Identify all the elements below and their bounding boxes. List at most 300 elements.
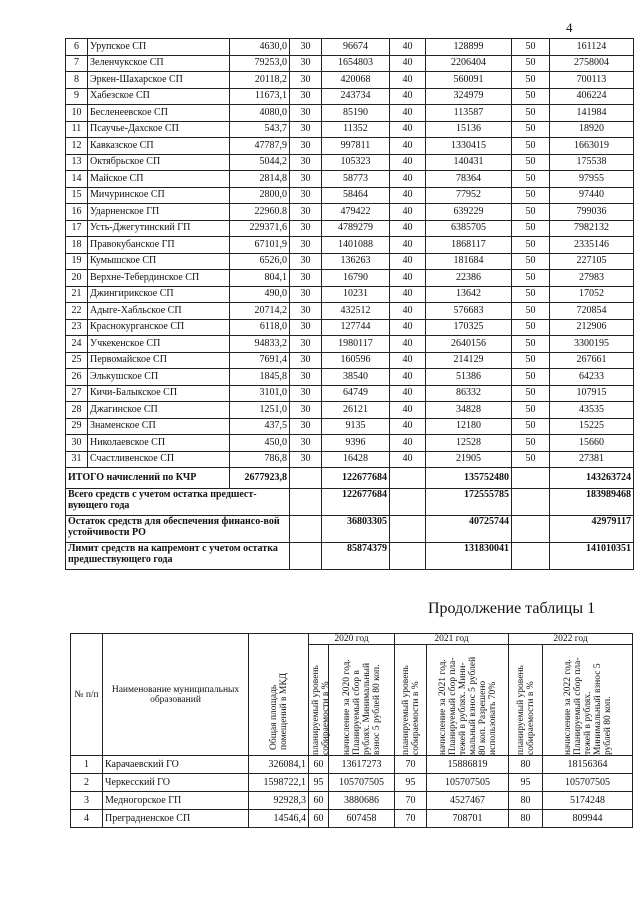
table-cell: 28: [66, 402, 88, 419]
table-cell: 2206404: [426, 55, 512, 72]
total-area: 2677923,8: [230, 468, 290, 489]
table-cell: 13: [66, 154, 88, 171]
table-cell: 267661: [550, 352, 634, 369]
summary-value: 131830041: [426, 543, 512, 570]
table-cell: 26: [66, 369, 88, 386]
table-cell: 804,1: [230, 270, 290, 287]
table-cell: 799036: [550, 204, 634, 221]
table-cell: Псаучье-Дахское СП: [88, 121, 230, 138]
table-cell: 50: [512, 336, 550, 353]
table-row: [66, 369, 634, 386]
table-cell: 30: [290, 204, 322, 221]
table-cell: 50: [512, 237, 550, 254]
table-cell: 94833,2: [230, 336, 290, 353]
table-cell: Карачаевский ГО: [103, 756, 249, 774]
summary-row: [66, 543, 634, 570]
table-cell: 30: [290, 187, 322, 204]
table-cell: 786,8: [230, 451, 290, 468]
table-cell: 708701: [427, 810, 509, 828]
table-cell: Медногорское ГП: [103, 792, 249, 810]
table-row: [66, 121, 634, 138]
table-cell: 26121: [322, 402, 390, 419]
table-cell: 30: [290, 105, 322, 122]
table-cell: 50: [512, 418, 550, 435]
table-cell: 18: [66, 237, 88, 254]
table-cell: Адыге-Хабльское СП: [88, 303, 230, 320]
table-cell: 7: [66, 55, 88, 72]
total-value: 143263724: [550, 468, 634, 489]
table-cell: 30: [290, 253, 322, 270]
table-cell: 420068: [322, 72, 390, 89]
table-cell: Мичуринское СП: [88, 187, 230, 204]
table-cell: 16790: [322, 270, 390, 287]
table-cell: 64233: [550, 369, 634, 386]
table-cell: 30: [290, 154, 322, 171]
table-cell: 140431: [426, 154, 512, 171]
table-row: [66, 402, 634, 419]
table-cell: 3300195: [550, 336, 634, 353]
empty-cell: [290, 468, 322, 489]
table-row: [66, 187, 634, 204]
table-cell: Усть-Джегутинский ГП: [88, 220, 230, 237]
table-cell: 1401088: [322, 237, 390, 254]
table-cell: 2814,8: [230, 171, 290, 188]
table-cell: Счастливенское СП: [88, 451, 230, 468]
table-cell: 14: [66, 171, 88, 188]
summary-value: 183989468: [550, 489, 634, 516]
table-cell: 700113: [550, 72, 634, 89]
table-cell: 30: [290, 121, 322, 138]
table-cell: 78364: [426, 171, 512, 188]
table-cell: 720854: [550, 303, 634, 320]
table-cell: 30: [290, 319, 322, 336]
table-row: [66, 154, 634, 171]
table-cell: 40: [390, 270, 426, 287]
table-cell: 40: [390, 303, 426, 320]
empty-cell: [512, 468, 550, 489]
table-cell: 40: [390, 220, 426, 237]
empty-cell: [390, 489, 426, 516]
summary-value: 36803305: [322, 516, 390, 543]
table-cell: 40: [390, 88, 426, 105]
continuation-table: [70, 633, 633, 828]
table-cell: 40: [390, 171, 426, 188]
table-cell: 170325: [426, 319, 512, 336]
table-row: [66, 451, 634, 468]
table-row: [66, 435, 634, 452]
table-cell: 79253,0: [230, 55, 290, 72]
table-cell: 15225: [550, 418, 634, 435]
table-cell: 43535: [550, 402, 634, 419]
header-2020: 2020 год: [309, 634, 395, 645]
table-cell: 21: [66, 286, 88, 303]
table-cell: 326084,1: [249, 756, 309, 774]
table-cell: 40: [390, 385, 426, 402]
table-cell: 9: [66, 88, 88, 105]
table-cell: 50: [512, 286, 550, 303]
table-row: [66, 88, 634, 105]
table-cell: 96674: [322, 39, 390, 56]
table-cell: 324979: [426, 88, 512, 105]
table-cell: 809944: [543, 810, 633, 828]
table-cell: Джагинское СП: [88, 402, 230, 419]
table-cell: 160596: [322, 352, 390, 369]
summary-label: Всего средств с учетом остатка предшест-вующего года: [66, 489, 290, 516]
table-cell: 107915: [550, 385, 634, 402]
table-cell: 12528: [426, 435, 512, 452]
header-level-2020: планируемый уровень собираемости в %: [309, 645, 329, 756]
table-cell: 6385705: [426, 220, 512, 237]
header-accrual-2022: начисление за 2022 год. Планируемый сбор пла-тежей в рублях. Минимальный взнос 5 рублей 80 коп.: [543, 645, 633, 756]
table-cell: 31: [66, 451, 88, 468]
table-cell: 70: [395, 792, 427, 810]
table-cell: 30: [290, 88, 322, 105]
table-row: [66, 253, 634, 270]
table-cell: 105707505: [427, 774, 509, 792]
table-cell: 64749: [322, 385, 390, 402]
table-cell: 86332: [426, 385, 512, 402]
summary-row: [66, 489, 634, 516]
table-cell: 4: [71, 810, 103, 828]
table-cell: Хабезское СП: [88, 88, 230, 105]
table-cell: 50: [512, 121, 550, 138]
table-cell: 229371,6: [230, 220, 290, 237]
table-cell: 15660: [550, 435, 634, 452]
table-cell: Эркен-Шахарское СП: [88, 72, 230, 89]
table-cell: 17: [66, 220, 88, 237]
table-cell: 607458: [329, 810, 395, 828]
table-cell: 128899: [426, 39, 512, 56]
header-level-2021: планируемый уровень собираемости в %: [395, 645, 427, 756]
table-cell: 30: [290, 72, 322, 89]
table-cell: 97440: [550, 187, 634, 204]
table-cell: 40: [390, 369, 426, 386]
table-cell: 19: [66, 253, 88, 270]
total-value: 122677684: [322, 468, 390, 489]
table-cell: 30: [290, 435, 322, 452]
table-cell: 2: [71, 774, 103, 792]
table-cell: 437,5: [230, 418, 290, 435]
header-2022: 2022 год: [509, 634, 633, 645]
table-cell: 175538: [550, 154, 634, 171]
table-cell: 1330415: [426, 138, 512, 155]
table-cell: 50: [512, 352, 550, 369]
table-cell: 47787,9: [230, 138, 290, 155]
table-cell: 34828: [426, 402, 512, 419]
table-cell: Первомайское СП: [88, 352, 230, 369]
table-cell: Октябрьское СП: [88, 154, 230, 171]
table-cell: 95: [309, 774, 329, 792]
table-cell: 20714,2: [230, 303, 290, 320]
table-cell: Преградненское СП: [103, 810, 249, 828]
table-cell: 27: [66, 385, 88, 402]
header-accrual-2021: начисление за 2021 год. Планируемый сбор пла-тежей в рублях. Мини-мальный взнос 5 рублей 80 коп. Разрешено использовать 70%: [427, 645, 509, 756]
table-row: [66, 286, 634, 303]
table-cell: 40: [390, 72, 426, 89]
table-cell: 23: [66, 319, 88, 336]
table-cell: 9135: [322, 418, 390, 435]
table-cell: 27381: [550, 451, 634, 468]
table-cell: 3101,0: [230, 385, 290, 402]
table-cell: 22960.8: [230, 204, 290, 221]
table-cell: 18920: [550, 121, 634, 138]
table-cell: Черкесский ГО: [103, 774, 249, 792]
table-cell: 38540: [322, 369, 390, 386]
table-cell: Элькушское СП: [88, 369, 230, 386]
table-cell: 50: [512, 402, 550, 419]
table-row: [66, 105, 634, 122]
table-cell: 30: [290, 418, 322, 435]
table-cell: 105707505: [329, 774, 395, 792]
table-row: [66, 336, 634, 353]
table-cell: 25: [66, 352, 88, 369]
table-cell: 105323: [322, 154, 390, 171]
table-cell: 80: [509, 792, 543, 810]
summary-value: 85874379: [322, 543, 390, 570]
table-cell: 113587: [426, 105, 512, 122]
table-cell: 30: [290, 402, 322, 419]
table-cell: 227105: [550, 253, 634, 270]
table-cell: 92928,3: [249, 792, 309, 810]
table-cell: 3880686: [329, 792, 395, 810]
table-cell: 40: [390, 253, 426, 270]
table-cell: 50: [512, 303, 550, 320]
table-row: [66, 39, 634, 56]
table-cell: 50: [512, 138, 550, 155]
table-cell: Правокубанское ГП: [88, 237, 230, 254]
table-cell: 15886819: [427, 756, 509, 774]
table-cell: 30: [290, 336, 322, 353]
summary-value: 42979117: [550, 516, 634, 543]
table-cell: 40: [390, 154, 426, 171]
table-cell: 40: [390, 55, 426, 72]
table-cell: Джингирикское СП: [88, 286, 230, 303]
table-cell: Ударненское ГП: [88, 204, 230, 221]
table-cell: 16428: [322, 451, 390, 468]
table-cell: Кумышское СП: [88, 253, 230, 270]
table-cell: 40: [390, 336, 426, 353]
table-cell: 30: [290, 286, 322, 303]
table-cell: 30: [290, 237, 322, 254]
table-cell: Учкекенское СП: [88, 336, 230, 353]
table-cell: 12180: [426, 418, 512, 435]
table-cell: 50: [512, 220, 550, 237]
table-cell: 29: [66, 418, 88, 435]
empty-cell: [290, 516, 322, 543]
table-cell: Зеленчукское СП: [88, 55, 230, 72]
table-cell: 10231: [322, 286, 390, 303]
table-cell: 24: [66, 336, 88, 353]
table-cell: 40: [390, 187, 426, 204]
table-cell: 50: [512, 187, 550, 204]
table-cell: 6: [66, 39, 88, 56]
table-row: [66, 55, 634, 72]
table-row: [66, 303, 634, 320]
table-cell: 18156364: [543, 756, 633, 774]
table-cell: 70: [395, 756, 427, 774]
table-cell: 3: [71, 792, 103, 810]
table-cell: 40: [390, 286, 426, 303]
table-cell: 2640156: [426, 336, 512, 353]
table-cell: 406224: [550, 88, 634, 105]
table-cell: 70: [395, 810, 427, 828]
table-cell: 6118,0: [230, 319, 290, 336]
header-area: Общая площадь помещений в МКД: [249, 634, 309, 756]
table-cell: 50: [512, 154, 550, 171]
table-cell: 50: [512, 72, 550, 89]
table-row: [66, 138, 634, 155]
table-cell: 7691,4: [230, 352, 290, 369]
table-cell: 77952: [426, 187, 512, 204]
table-cell: 9396: [322, 435, 390, 452]
table-cell: 432512: [322, 303, 390, 320]
table-cell: 80: [509, 756, 543, 774]
empty-cell: [390, 468, 426, 489]
table-cell: 30: [66, 435, 88, 452]
table-cell: 40: [390, 402, 426, 419]
header-accrual-2020: начисление за 2020 год. Планируемый сбор в рублях. Минимальный взнос 5 рублей 80 коп.: [329, 645, 395, 756]
table-cell: 141984: [550, 105, 634, 122]
table-cell: 997811: [322, 138, 390, 155]
table-cell: 5174248: [543, 792, 633, 810]
table-cell: 30: [290, 55, 322, 72]
table-cell: 80: [509, 810, 543, 828]
table-cell: 7982132: [550, 220, 634, 237]
table-cell: Кичи-Балыкское СП: [88, 385, 230, 402]
table-cell: 30: [290, 451, 322, 468]
table-cell: 543,7: [230, 121, 290, 138]
table-cell: 50: [512, 204, 550, 221]
table-cell: 105707505: [543, 774, 633, 792]
table-cell: 181684: [426, 253, 512, 270]
table-cell: 20118,2: [230, 72, 290, 89]
table-cell: 50: [512, 451, 550, 468]
table-cell: 1868117: [426, 237, 512, 254]
table-cell: 1845,8: [230, 369, 290, 386]
table-cell: 17052: [550, 286, 634, 303]
table-cell: 1598722,1: [249, 774, 309, 792]
table-cell: 6526,0: [230, 253, 290, 270]
table-cell: 40: [390, 121, 426, 138]
allocation-table: [65, 38, 634, 570]
total-value: 135752480: [426, 468, 512, 489]
table-row: [71, 792, 633, 810]
table-cell: 50: [512, 171, 550, 188]
table-cell: 95: [509, 774, 543, 792]
summary-value: 40725744: [426, 516, 512, 543]
table-cell: 11352: [322, 121, 390, 138]
table-cell: 136263: [322, 253, 390, 270]
table-cell: 50: [512, 253, 550, 270]
table-cell: 30: [290, 39, 322, 56]
table-cell: 40: [390, 39, 426, 56]
table-cell: 30: [290, 270, 322, 287]
table-cell: 214129: [426, 352, 512, 369]
table-cell: 4080,0: [230, 105, 290, 122]
empty-cell: [390, 516, 426, 543]
table-row: [66, 72, 634, 89]
table-cell: 30: [290, 138, 322, 155]
table-cell: 50: [512, 105, 550, 122]
table-cell: 479422: [322, 204, 390, 221]
table-cell: 50: [512, 39, 550, 56]
table-cell: 30: [290, 352, 322, 369]
table-cell: 51386: [426, 369, 512, 386]
table-cell: 30: [290, 385, 322, 402]
table-cell: 4527467: [427, 792, 509, 810]
table-cell: 30: [290, 220, 322, 237]
table-cell: 11: [66, 121, 88, 138]
table-cell: 40: [390, 352, 426, 369]
table-cell: Знаменское СП: [88, 418, 230, 435]
table-cell: 127744: [322, 319, 390, 336]
table-cell: 16: [66, 204, 88, 221]
table-cell: 12: [66, 138, 88, 155]
table-cell: 30: [290, 303, 322, 320]
table-cell: 639229: [426, 204, 512, 221]
table-cell: 2800,0: [230, 187, 290, 204]
table-row: [66, 385, 634, 402]
continuation-title: Продолжение таблицы 1: [428, 600, 596, 617]
table-cell: 10: [66, 105, 88, 122]
table-cell: Краснокурганское СП: [88, 319, 230, 336]
table-cell: 50: [512, 319, 550, 336]
header-2021: 2021 год: [395, 634, 509, 645]
table-cell: 40: [390, 138, 426, 155]
table-row: [66, 270, 634, 287]
table-cell: Бесленеевское СП: [88, 105, 230, 122]
table-cell: 60: [309, 756, 329, 774]
table-cell: 67101,9: [230, 237, 290, 254]
table-cell: 40: [390, 237, 426, 254]
summary-value: 122677684: [322, 489, 390, 516]
empty-cell: [290, 543, 322, 570]
empty-cell: [390, 543, 426, 570]
table-cell: Урупское СП: [88, 39, 230, 56]
page-number: 4: [566, 20, 573, 35]
table-cell: 1654803: [322, 55, 390, 72]
summary-row: [66, 516, 634, 543]
table-cell: 576683: [426, 303, 512, 320]
table-cell: 50: [512, 270, 550, 287]
table-cell: Кавказское СП: [88, 138, 230, 155]
table-cell: 40: [390, 418, 426, 435]
table-cell: 4630,0: [230, 39, 290, 56]
empty-cell: [290, 489, 322, 516]
table-cell: 40: [390, 451, 426, 468]
table-cell: Майское СП: [88, 171, 230, 188]
table-cell: 15: [66, 187, 88, 204]
table-cell: 14546,4: [249, 810, 309, 828]
empty-cell: [512, 543, 550, 570]
table-cell: 58773: [322, 171, 390, 188]
summary-label: Лимит средств на капремонт с учетом остатка предшествующего года: [66, 543, 290, 570]
table-cell: 490,0: [230, 286, 290, 303]
table-row: [66, 319, 634, 336]
table-cell: 243734: [322, 88, 390, 105]
table-cell: 15136: [426, 121, 512, 138]
table-cell: 8: [66, 72, 88, 89]
table-cell: 40: [390, 319, 426, 336]
table-cell: 50: [512, 369, 550, 386]
table-cell: 212906: [550, 319, 634, 336]
table-cell: 30: [290, 171, 322, 188]
table-cell: 95: [395, 774, 427, 792]
table-cell: 2335146: [550, 237, 634, 254]
summary-value: 141010351: [550, 543, 634, 570]
table-cell: Николаевское СП: [88, 435, 230, 452]
table-cell: Верхне-Тебердинское СП: [88, 270, 230, 287]
